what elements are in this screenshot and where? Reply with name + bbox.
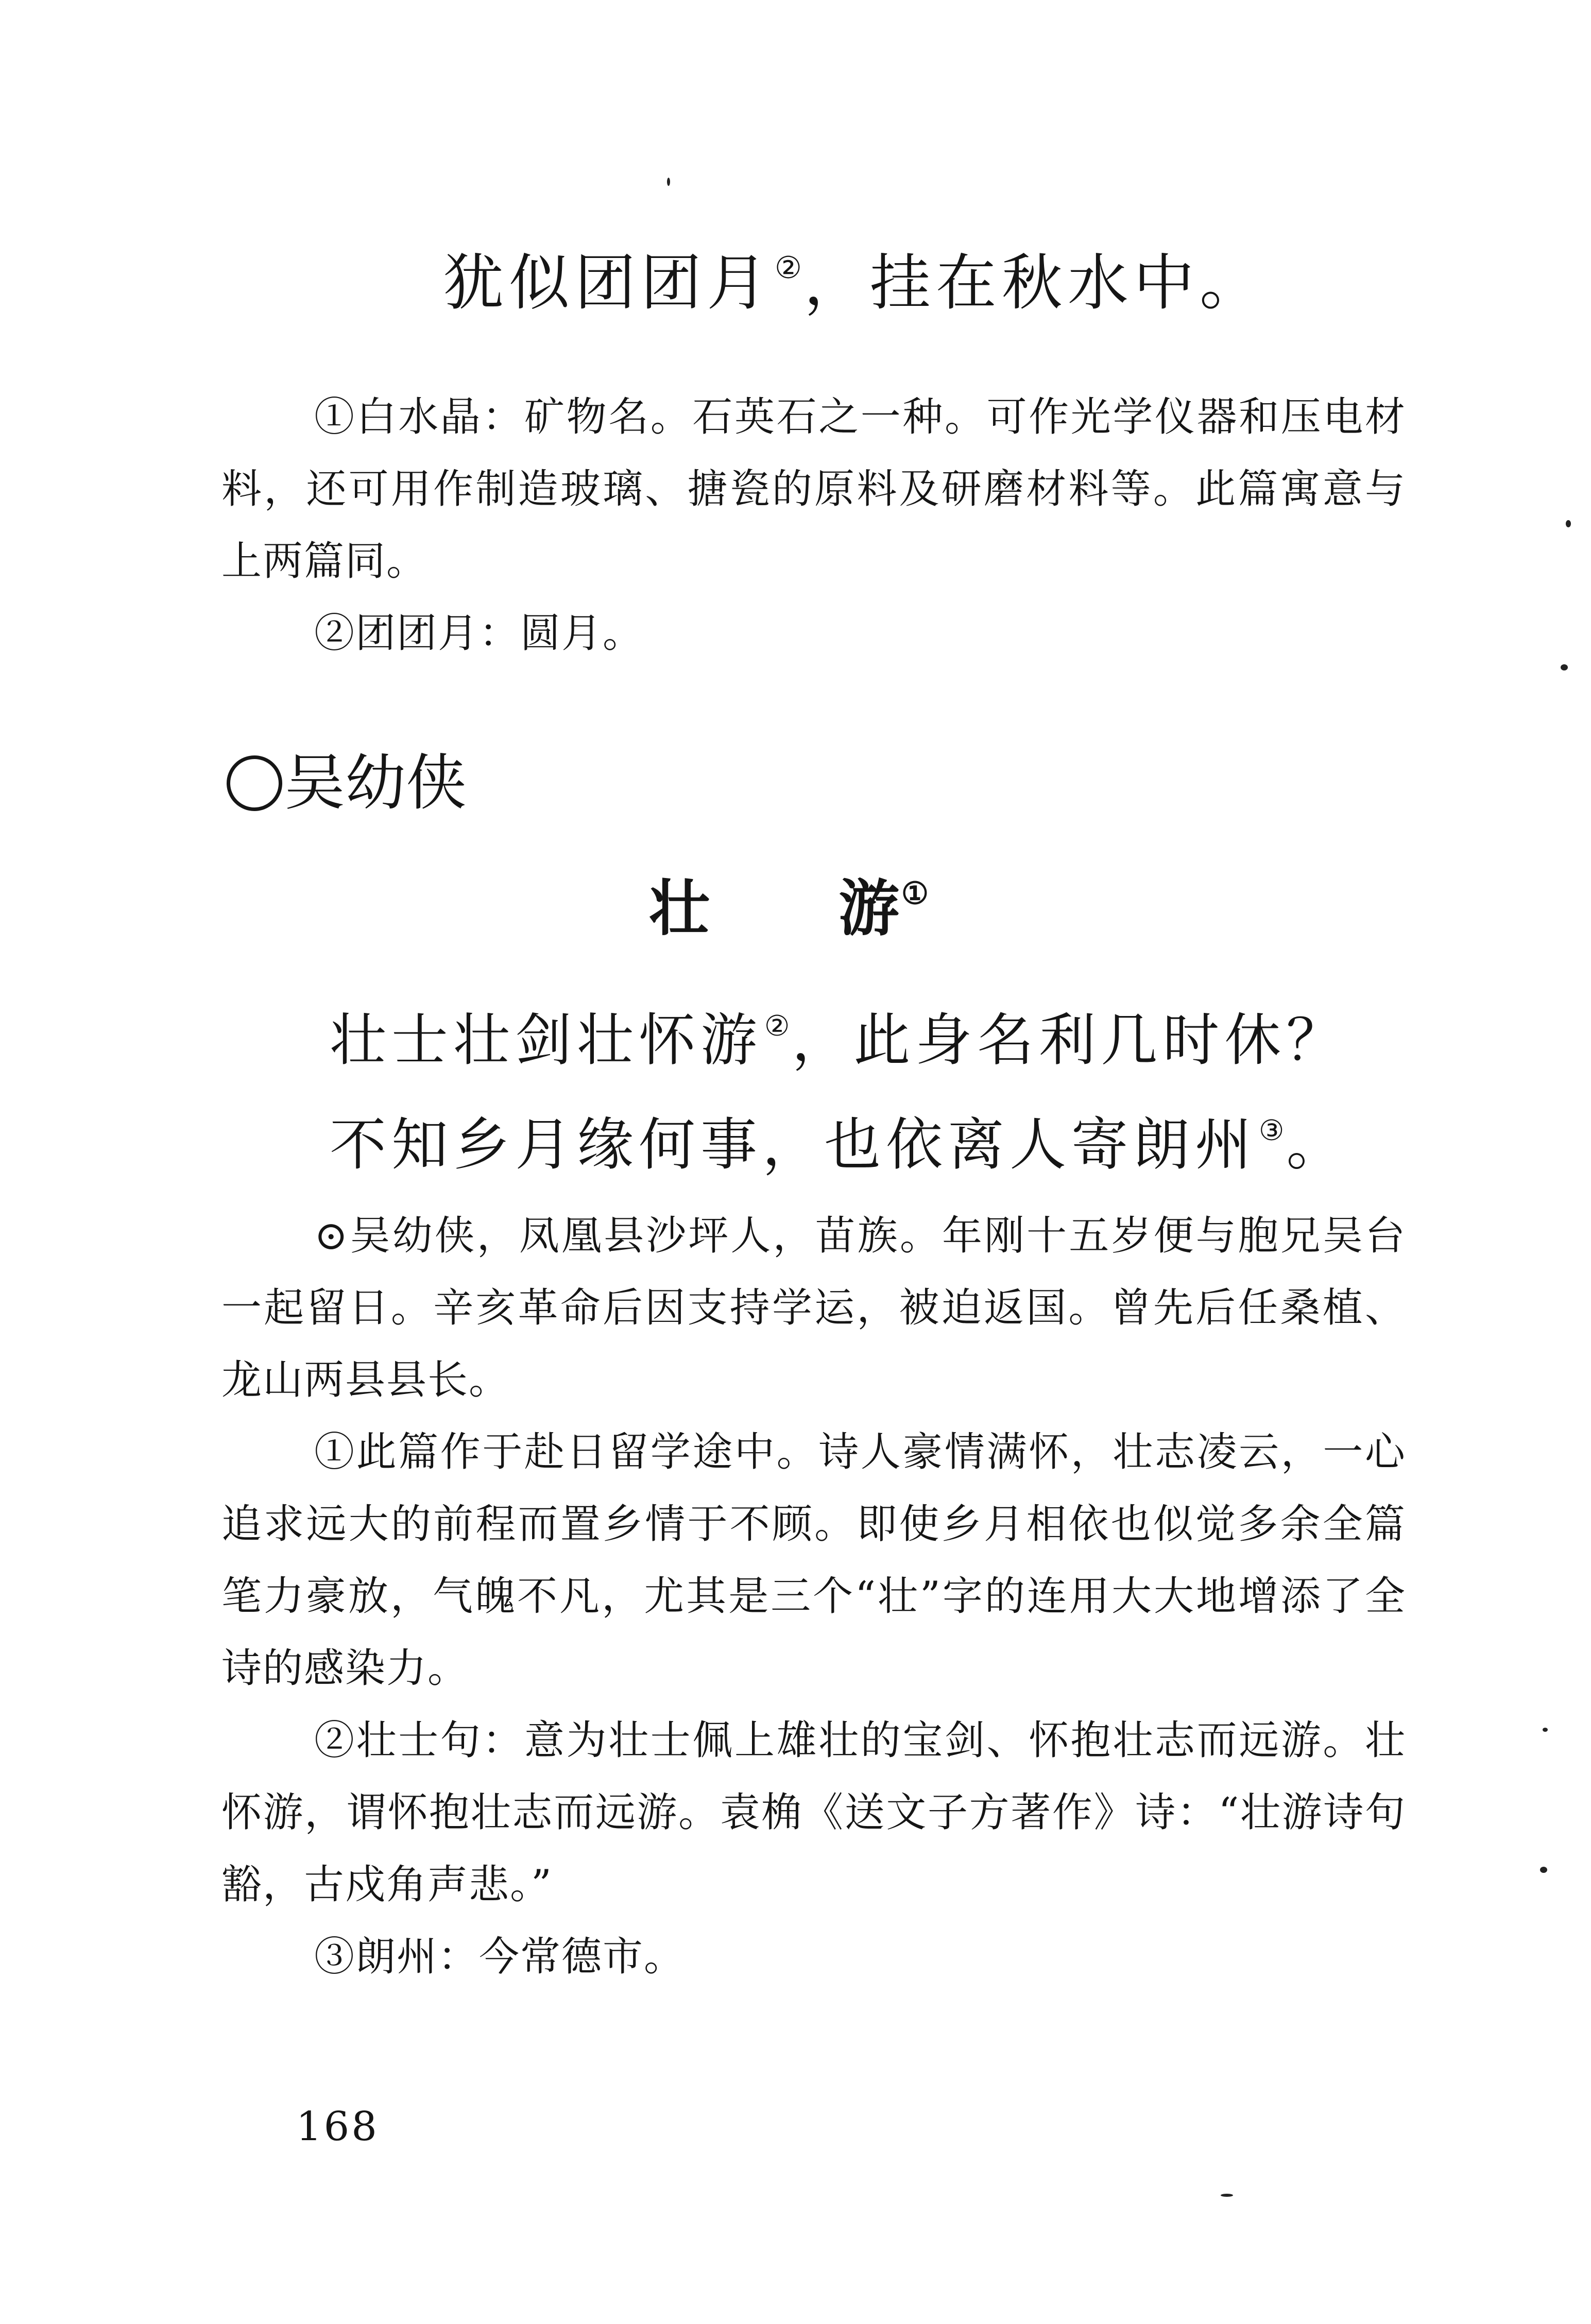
- poem-title: [649, 855, 931, 947]
- footnote-marker: ②: [764, 1009, 790, 1042]
- footnote: ②团团月：圆月。: [314, 610, 644, 657]
- scan-speck: [1561, 664, 1568, 670]
- poem-title-char: 壮: [649, 872, 710, 944]
- scan-speck: [1566, 520, 1571, 527]
- author-name: 吴幼侠: [284, 747, 467, 818]
- poem-closing-line-text: 犹似团团月: [443, 247, 773, 319]
- poem-closing-line-text: ，挂在秋水中。: [803, 247, 1265, 319]
- scan-speck: [667, 178, 670, 186]
- poem-line-text: ，此身名利几时休？: [792, 1007, 1348, 1073]
- footnote: ①此篇作于赴日留学途中。诗人豪情满怀，壮志凌云，一心追求远大的前程而置乡情于不顾。即使乡月相依也似觉多余全篇笔力豪放，气魄不凡，尤其是三个“壮”字的连用大大地增添了全诗的感染力。: [221, 1429, 1406, 1692]
- footnotes-current-poem: [221, 1200, 1406, 1993]
- poem-body: [330, 981, 1360, 1190]
- poem-line: [330, 981, 1360, 1086]
- poem-line-text: 。: [1286, 1111, 1348, 1178]
- scan-speck: [1221, 2194, 1233, 2197]
- page-number: 168: [296, 2104, 379, 2150]
- author-heading: [227, 744, 467, 821]
- footnote: ①白水晶：矿物名。石英石之一种。可作光学仪器和压电材料，还可用作制造玻璃、搪瓷的原料及研磨材料等。此篇寓意与上两篇同。: [221, 394, 1406, 584]
- scan-speck: [1543, 1728, 1548, 1732]
- author-biography-note: ⊙吴幼侠，凤凰县沙坪人，苗族。年刚十五岁便与胞兄吴台一起留日。辛亥革命后因支持学运，被迫返国。曾先后任桑植、龙山两县县长。: [221, 1213, 1406, 1403]
- footnotes-previous-poem: [221, 381, 1406, 669]
- footnote: ②壮士句：意为壮士佩上雄壮的宝剑、怀抱壮志而远游。壮怀游，谓怀抱壮志而远游。袁桷《送文子方著作》诗：“壮游诗句豁，古戍角声悲。”: [221, 1717, 1406, 1908]
- poem-title-char: 游: [839, 872, 900, 944]
- footnote: ③朗州：今常德市。: [314, 1934, 686, 1980]
- footnote-marker: ②: [775, 250, 802, 285]
- poem-line-text: 壮士壮剑壮怀游: [330, 1007, 762, 1073]
- footnote-marker: ①: [901, 875, 929, 911]
- footnote-marker: ③: [1259, 1113, 1285, 1147]
- poem-line-text: 不知乡月缘何事，也依离人寄朗州: [330, 1111, 1257, 1178]
- circle-icon: [227, 755, 282, 811]
- scan-speck: [1540, 1867, 1547, 1873]
- poem-closing-line: [443, 229, 1267, 321]
- poem-line: [330, 1086, 1360, 1190]
